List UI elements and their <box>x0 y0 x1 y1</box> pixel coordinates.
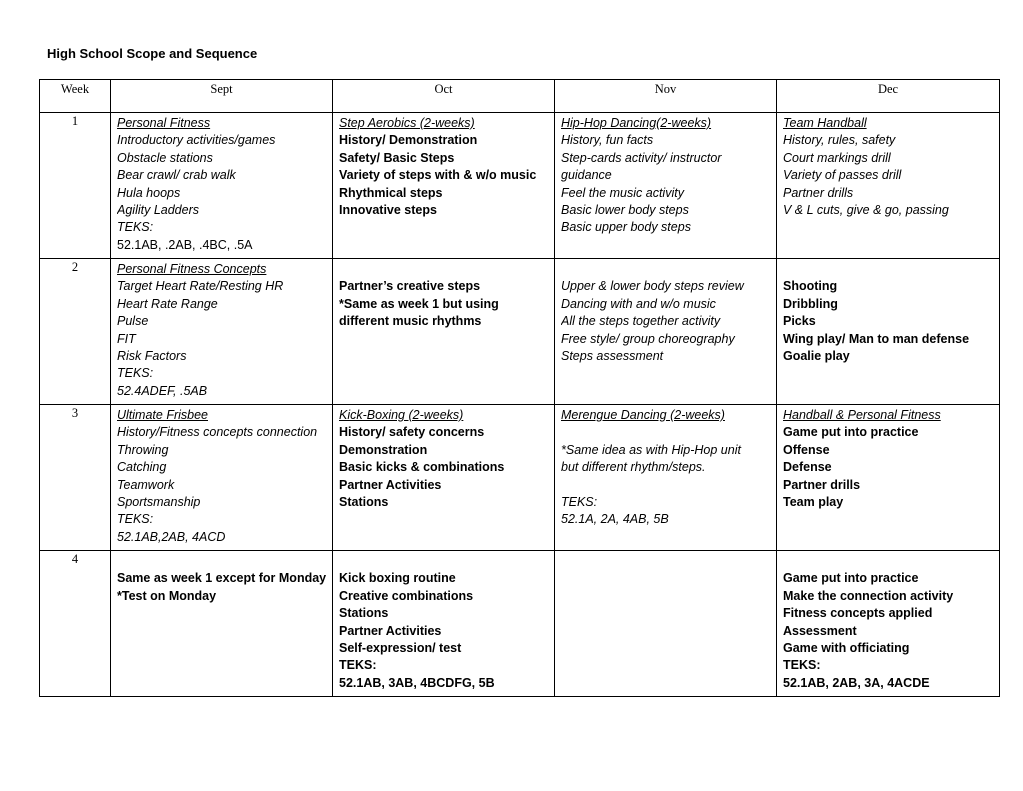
activity-line: Court markings drill <box>783 150 891 165</box>
spacer <box>561 261 770 278</box>
activity-line: Bear crawl/ crab walk <box>117 168 236 183</box>
scope-sequence-table <box>39 79 1000 697</box>
activity-line: TEKS: <box>783 658 821 673</box>
activity-line: *Same as week 1 but using <box>339 296 499 311</box>
activity-line: Sportsmanship <box>117 495 201 510</box>
activity-line: Variety of steps with & w/o music <box>339 168 537 183</box>
activity-line: Basic upper body steps <box>561 220 691 235</box>
unit-title: Merengue Dancing (2-weeks) <box>561 408 725 422</box>
header-oct: Oct <box>333 80 555 113</box>
header-week: Week <box>40 80 111 113</box>
activity-line: All the steps together activity <box>561 314 721 329</box>
activity-line: 52.1AB, 3AB, 4BCDFG, 5B <box>339 675 495 690</box>
table-body <box>40 113 1000 697</box>
cell-week3-oct <box>333 405 555 551</box>
activity-line: Basic kicks & combinations <box>339 460 505 475</box>
activity-line: Stations <box>339 495 389 510</box>
table-row <box>40 259 1000 405</box>
activity-line: Catching <box>117 460 167 475</box>
header-row <box>40 80 1000 113</box>
activity-line: Partner Activities <box>339 623 442 638</box>
unit-title: Handball & Personal Fitness <box>783 408 941 422</box>
table-row <box>40 113 1000 259</box>
activity-line: *Same idea as with Hip-Hop unit <box>561 442 741 457</box>
cell-week3-nov <box>555 405 777 551</box>
activity-line: Steps assessment <box>561 349 664 364</box>
activity-line: History/ Demonstration <box>339 133 478 148</box>
activity-line: History, fun facts <box>561 133 654 148</box>
spacer <box>561 477 770 494</box>
activity-line: Game put into practice <box>783 571 919 586</box>
activity-line: Self-expression/ test <box>339 641 462 656</box>
activity-line: Feel the music activity <box>561 185 684 200</box>
activity-line: Pulse <box>117 314 149 329</box>
activity-line: Heart Rate Range <box>117 296 218 311</box>
activity-line: Make the connection activity <box>783 588 954 603</box>
activity-line: 52.1AB,2AB, 4ACD <box>117 529 226 544</box>
cell-week1-nov <box>555 113 777 259</box>
activity-line: Throwing <box>117 442 169 457</box>
cell-week3-sept <box>111 405 333 551</box>
week-number: 3 <box>40 405 111 551</box>
activity-line: Game with officiating <box>783 641 910 656</box>
cell-week1-oct <box>333 113 555 259</box>
week-number: 2 <box>40 259 111 405</box>
activity-line: Risk Factors <box>117 349 187 364</box>
header-dec: Dec <box>777 80 1000 113</box>
activity-line: TEKS: <box>561 495 598 509</box>
unit-title: Kick-Boxing (2-weeks) <box>339 408 464 422</box>
activity-line: Partner Activities <box>339 477 442 492</box>
unit-title: Hip-Hop Dancing(2-weeks) <box>561 116 712 130</box>
cell-week2-oct <box>333 259 555 405</box>
week-number: 4 <box>40 551 111 697</box>
cell-week2-dec <box>777 259 1000 405</box>
cell-week4-nov <box>555 551 777 697</box>
activity-line: Hula hoops <box>117 185 181 200</box>
activity-line: guidance <box>561 168 612 183</box>
activity-line: but different rhythm/steps. <box>561 460 706 475</box>
activity-line: Picks <box>783 314 816 329</box>
activity-line: History, rules, safety <box>783 133 896 148</box>
activity-line: Defense <box>783 460 832 475</box>
spacer <box>783 261 993 278</box>
header-sept: Sept <box>111 80 333 113</box>
activity-line: History/ safety concerns <box>339 425 485 440</box>
activity-line: Kick boxing routine <box>339 571 456 586</box>
activity-line: Agility Ladders <box>117 203 199 218</box>
activity-line: 52.1AB, 2AB, 3A, 4ACDE <box>783 675 930 690</box>
activity-line: TEKS: <box>117 220 154 235</box>
cell-week2-nov <box>555 259 777 405</box>
unit-title: Ultimate Frisbee <box>117 408 208 422</box>
spacer <box>561 424 770 441</box>
activity-line: Goalie play <box>783 349 850 364</box>
week-number: 1 <box>40 113 111 259</box>
unit-title: Step Aerobics (2-weeks) <box>339 116 475 130</box>
spacer <box>339 261 548 278</box>
activity-line: TEKS: <box>117 366 154 381</box>
activity-line: Partner drills <box>783 185 854 200</box>
table-row <box>40 551 1000 697</box>
activity-line: Partner’s creative steps <box>339 279 481 294</box>
activity-line: Creative combinations <box>339 588 474 603</box>
spacer <box>339 553 548 570</box>
activity-line: Dancing with and w/o music <box>561 296 716 311</box>
cell-week4-dec <box>777 551 1000 697</box>
cell-week4-oct <box>333 551 555 697</box>
cell-week3-dec <box>777 405 1000 551</box>
cell-week1-dec <box>777 113 1000 259</box>
activity-line: Shooting <box>783 279 838 294</box>
activity-line: Game put into practice <box>783 425 919 440</box>
spacer <box>783 553 993 570</box>
activity-line: Introductory activities/games <box>117 133 276 148</box>
activity-line: Free style/ group choreography <box>561 331 735 346</box>
activity-line: Dribbling <box>783 296 838 311</box>
activity-line: 52.1A, 2A, 4AB, 5B <box>561 512 669 527</box>
activity-line: TEKS: <box>339 658 377 673</box>
activity-line: 52.4ADEF, .5AB <box>117 383 208 398</box>
cell-week4-sept <box>111 551 333 697</box>
activity-line: Same as week 1 except for Monday <box>117 571 326 586</box>
activity-line: Rhythmical steps <box>339 185 443 200</box>
header-nov: Nov <box>555 80 777 113</box>
document-title: High School Scope and Sequence <box>47 46 258 61</box>
spacer <box>117 553 326 570</box>
activity-line: Offense <box>783 442 830 457</box>
activity-line: *Test on Monday <box>117 588 217 603</box>
cell-week2-sept <box>111 259 333 405</box>
cell-week1-sept <box>111 113 333 259</box>
activity-line: V & L cuts, give & go, passing <box>783 203 949 218</box>
activity-line: Safety/ Basic Steps <box>339 150 455 165</box>
activity-line: Wing play/ Man to man defense <box>783 331 970 346</box>
activity-line: Upper & lower body steps review <box>561 279 744 294</box>
activity-line: Team play <box>783 495 844 510</box>
activity-line: Target Heart Rate/Resting HR <box>117 279 284 294</box>
activity-line: Step-cards activity/ instructor <box>561 150 722 165</box>
unit-title: Team Handball <box>783 116 867 130</box>
activity-line: Variety of passes drill <box>783 168 902 183</box>
unit-title: Personal Fitness Concepts <box>117 262 267 276</box>
activity-line: Demonstration <box>339 442 428 457</box>
activity-line: Fitness concepts applied <box>783 606 933 621</box>
activity-line: Assessment <box>783 623 857 638</box>
activity-line: Innovative steps <box>339 203 437 218</box>
activity-line: Basic lower body steps <box>561 203 689 218</box>
table-row <box>40 405 1000 551</box>
activity-line: 52.1AB, .2AB, .4BC, .5A <box>117 237 253 252</box>
activity-line: History/Fitness concepts connection <box>117 425 318 440</box>
activity-line: Stations <box>339 606 389 621</box>
activity-line: TEKS: <box>117 512 154 527</box>
unit-title: Personal Fitness <box>117 116 211 130</box>
activity-line: FIT <box>117 331 136 346</box>
activity-line: Partner drills <box>783 477 861 492</box>
activity-line: Obstacle stations <box>117 150 213 165</box>
activity-line: different music rhythms <box>339 314 482 329</box>
activity-line: Teamwork <box>117 477 175 492</box>
